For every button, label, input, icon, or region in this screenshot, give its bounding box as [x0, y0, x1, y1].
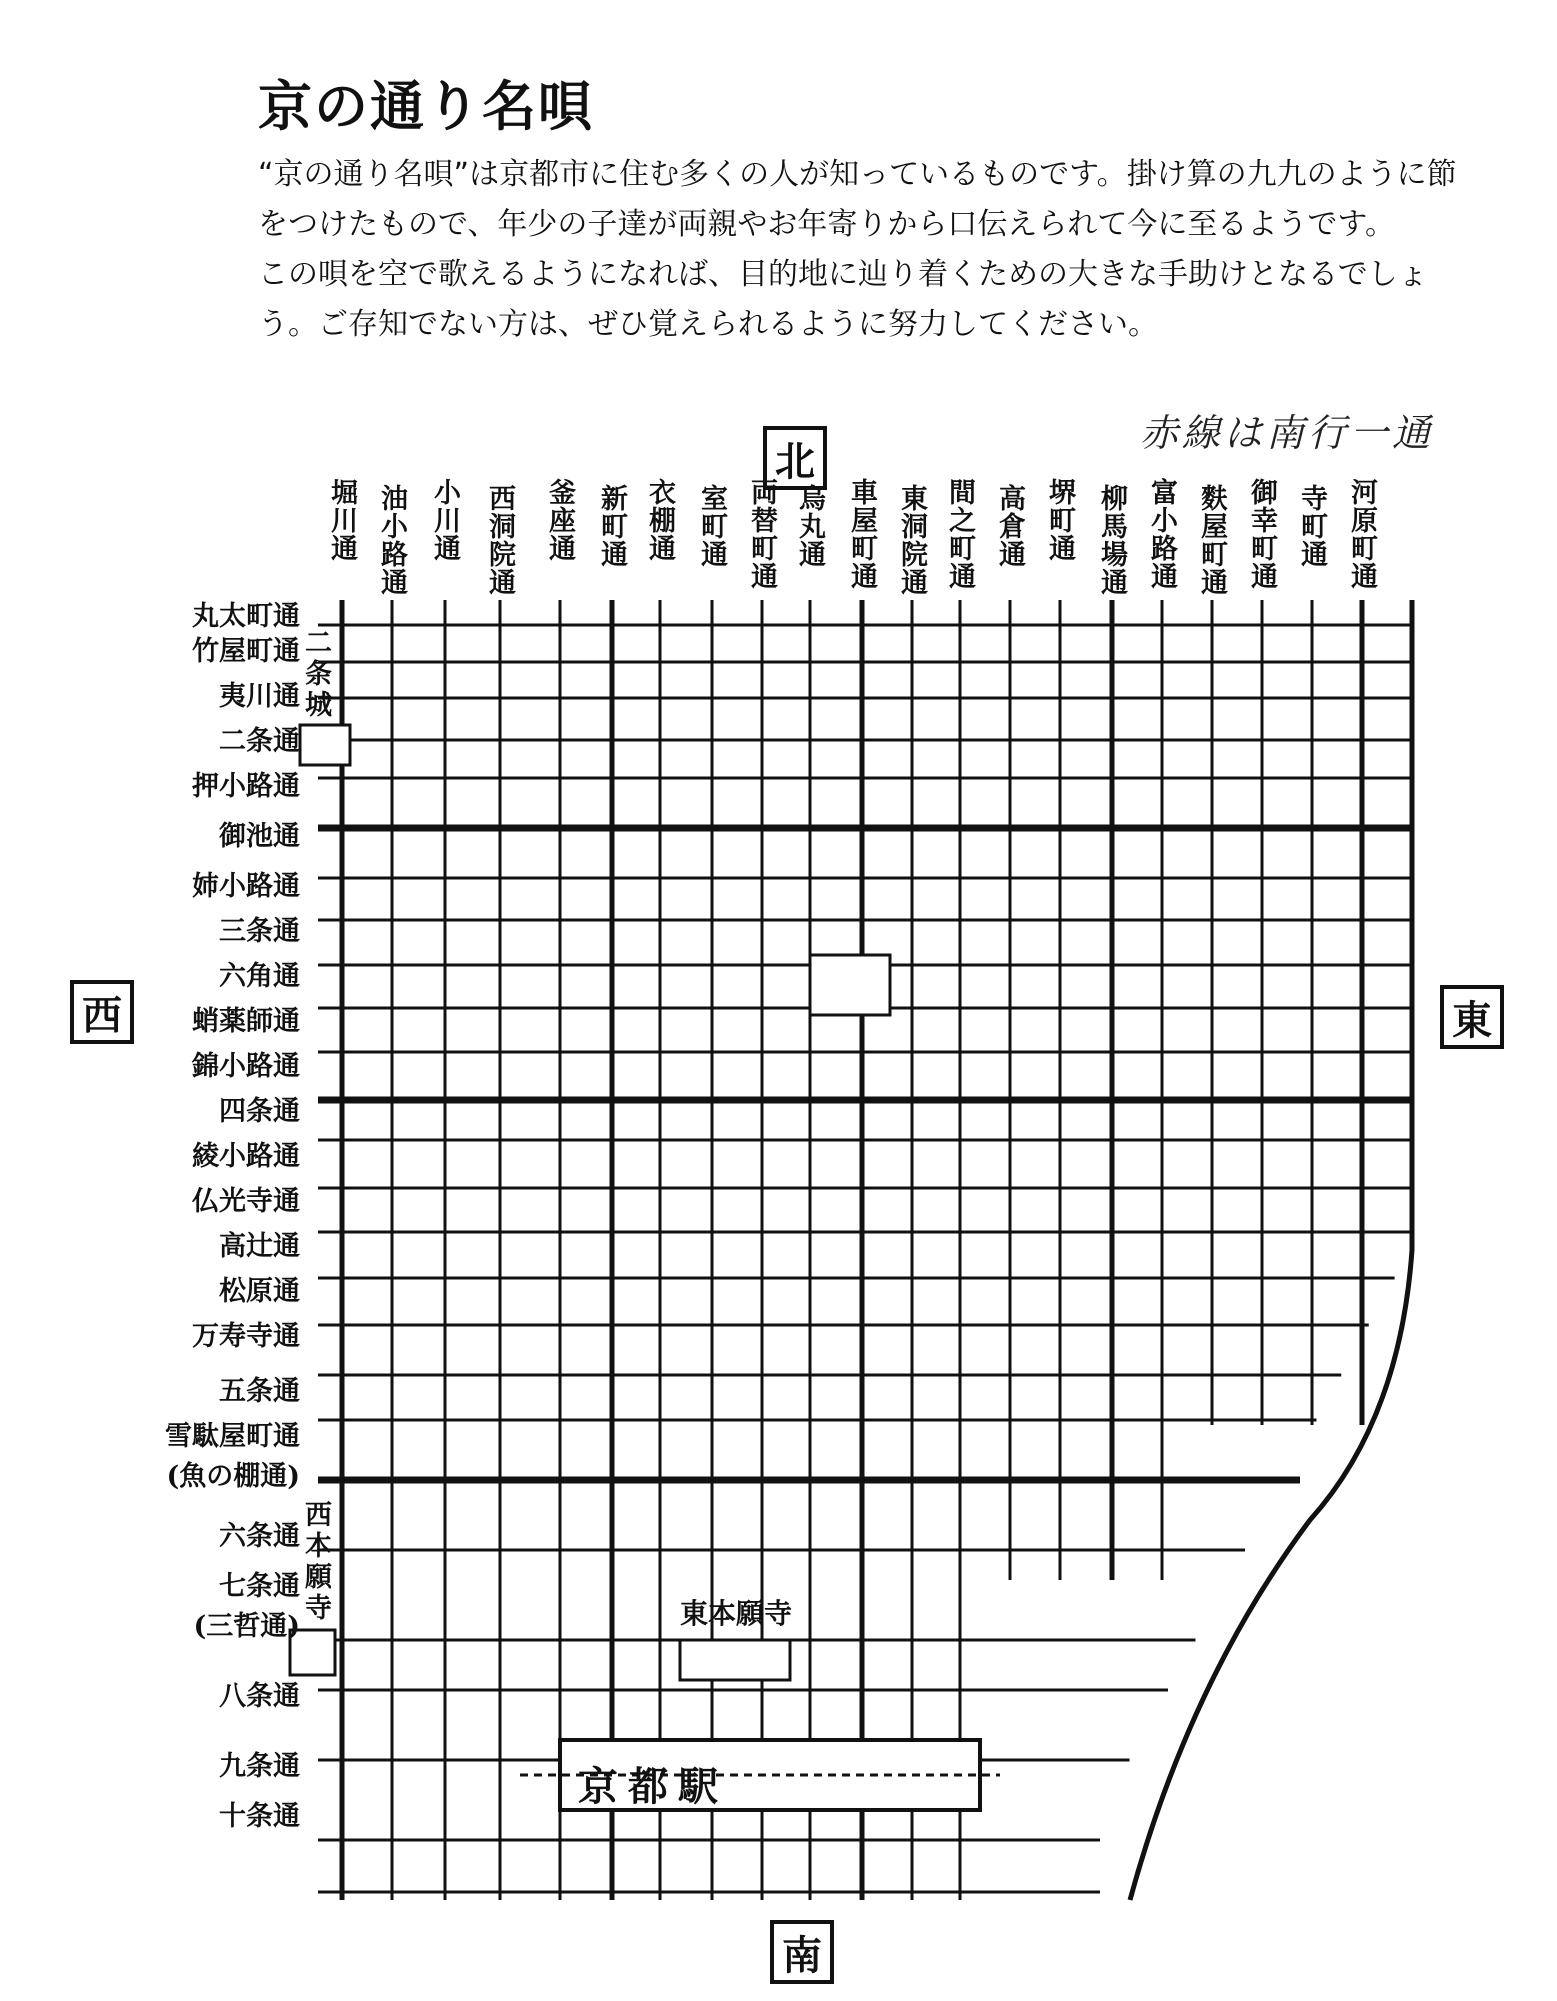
- ns-street-label: 東洞院通: [896, 484, 927, 596]
- ns-street-label: 寺町通: [1296, 484, 1327, 568]
- ew-street-label: 万寿寺通: [192, 1321, 300, 1352]
- ns-street-label: 麩屋町通: [1196, 484, 1227, 596]
- ns-street-label: 室町通: [696, 484, 727, 568]
- ns-street-label: 高倉通: [994, 484, 1025, 568]
- ew-street-label: 丸太町通: [192, 601, 300, 632]
- handwritten-note: 赤線は南行一通: [1140, 411, 1435, 455]
- compass-east: 東: [1440, 985, 1504, 1049]
- ew-street-label: 五条通: [219, 1376, 300, 1407]
- ew-street-label: 綾小路通: [192, 1141, 300, 1172]
- ew-street-label: 松原通: [219, 1276, 300, 1307]
- ew-street-label: (三哲通): [193, 1611, 300, 1642]
- ns-street-label: 堺町通: [1044, 478, 1075, 562]
- ew-street-label: 六条通: [219, 1521, 300, 1552]
- landmark-nijo-castle: 二条城: [300, 628, 331, 721]
- ew-street-label: 仏光寺通: [192, 1186, 300, 1217]
- landmark-nishi-honganji: 西本願寺: [300, 1500, 331, 1624]
- ns-street-label: 小川通: [429, 478, 460, 562]
- kawaramachi-curve: [1130, 600, 1412, 1900]
- page-title: 京の通り名唄: [258, 75, 594, 138]
- ew-street-label: 高辻通: [219, 1231, 300, 1262]
- ew-street-label: 夷川通: [219, 681, 300, 712]
- ew-street-label: 九条通: [219, 1751, 300, 1782]
- ew-street-label: 七条通: [219, 1571, 300, 1602]
- ew-street-label: 錦小路通: [192, 1051, 300, 1082]
- compass-west: 西: [70, 980, 134, 1044]
- ew-street-label: 竹屋町通: [192, 636, 300, 667]
- ns-street-label: 新町通: [596, 484, 627, 568]
- higashi-honganji-sketch: [680, 1640, 790, 1680]
- ns-street-label: 車屋町通: [846, 478, 877, 590]
- compass-south: 南: [770, 1920, 834, 1984]
- ns-street-label: 西洞院通: [484, 484, 515, 596]
- ns-street-label: 河原町通: [1346, 478, 1377, 590]
- ns-street-label: 富小路通: [1146, 478, 1177, 590]
- compass-north: 北: [763, 426, 827, 490]
- ew-street-label: 蛸薬師通: [192, 1006, 300, 1037]
- nijo-castle-sketch: [300, 725, 350, 765]
- ew-street-label: 八条通: [219, 1681, 300, 1712]
- ew-street-label: 十条通: [219, 1801, 300, 1832]
- ns-street-label: 油小路通: [376, 484, 407, 596]
- ns-street-label: 釜座通: [544, 478, 575, 562]
- intro-paragraph-2: この唄を空で歌えるようになれば、目的地に辿り着くための大きな手助けとなるでしょう。ご存知でない方は、ぜひ覚えられるように努力してください。: [258, 257, 1428, 342]
- ns-street-label: 両替町通: [746, 478, 777, 590]
- ew-street-label: 三条通: [219, 916, 300, 947]
- ns-street-label: 烏丸通: [794, 484, 825, 568]
- ew-street-label: 雪駄屋町通: [165, 1421, 300, 1452]
- ns-street-label: 衣棚通: [644, 478, 675, 562]
- ew-street-label: 四条通: [219, 1096, 300, 1127]
- ns-street-label: 御幸町通: [1246, 478, 1277, 590]
- ns-street-label: 堀川通: [326, 478, 357, 562]
- ew-street-label: (魚の棚通): [166, 1461, 300, 1492]
- palace-sketch: [810, 955, 890, 1015]
- ew-street-label: 姉小路通: [192, 871, 300, 902]
- ns-street-label: 間之町通: [944, 478, 975, 590]
- landmark-kyoto-station: 京都駅: [578, 1763, 728, 1810]
- ew-street-label: 六角通: [219, 961, 300, 992]
- ns-street-label: 柳馬場通: [1096, 484, 1127, 596]
- ew-street-label: 二条通: [219, 726, 300, 757]
- ew-street-label: 押小路通: [192, 771, 300, 802]
- landmark-higashi-honganji: 東本願寺: [680, 1597, 793, 1630]
- ew-street-label: 御池通: [219, 821, 300, 852]
- intro-paragraph-1: “京の通り名唄”は京都市に住む多くの人が知っているものです。掛け算の九九のように節をつけたもので、年少の子達が両親やお年寄りから口伝えられて今に至るようです。: [258, 157, 1457, 242]
